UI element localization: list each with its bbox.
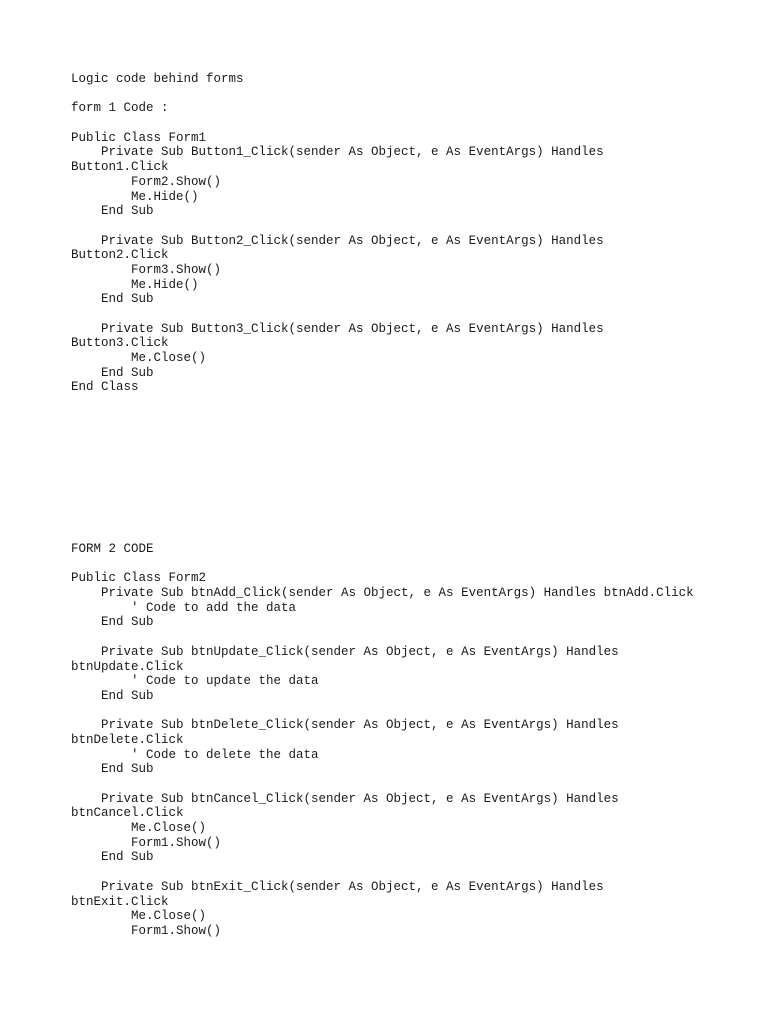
- code-line: ' Code to update the data: [71, 674, 319, 689]
- code-line: [71, 219, 751, 234]
- code-line: Button3.Click: [71, 336, 169, 351]
- code-line: End Sub: [71, 850, 154, 865]
- code-line: Private Sub btnUpdate_Click(sender As Object, e As EventArgs) Handles: [71, 644, 619, 659]
- code-line: Me.Close(): [71, 821, 207, 836]
- code-line: Private Sub btnCancel_Click(sender As Object, e As EventArgs) Handles: [71, 791, 619, 806]
- code-line: [71, 777, 751, 792]
- code-line: ' Code to delete the data: [71, 747, 319, 762]
- code-line: Private Sub Button2_Click(sender As Object, e As EventArgs) Handles: [71, 233, 604, 248]
- code-line: FORM 2 CODE: [71, 542, 154, 556]
- code-line: Button2.Click: [71, 248, 169, 263]
- code-line: Form3.Show(): [71, 262, 222, 277]
- code-line: ' Code to add the data: [71, 600, 297, 615]
- code-line: Private Sub btnDelete_Click(sender As Object, e As EventArgs) Handles: [71, 718, 619, 733]
- code-line: btnCancel.Click: [71, 806, 184, 821]
- code-line: form 1 Code :: [71, 101, 169, 116]
- code-line: End Sub: [71, 615, 154, 630]
- code-line: End Sub: [71, 688, 154, 703]
- code-line: Private Sub btnAdd_Click(sender As Object, e As EventArgs) Handles btnAdd.Click: [71, 586, 694, 601]
- code-line: Me.Close(): [71, 909, 207, 924]
- code-line: Button1.Click: [71, 160, 169, 175]
- code-line: Private Sub btnExit_Click(sender As Object, e As EventArgs) Handles: [71, 879, 604, 894]
- code-line: btnUpdate.Click: [71, 659, 184, 674]
- code-line: [71, 557, 751, 572]
- code-line: Form1.Show(): [71, 923, 222, 938]
- code-line: Logic code behind forms: [71, 72, 244, 86]
- code-line: End Class: [71, 380, 139, 395]
- code-line: Form2.Show(): [71, 174, 222, 189]
- form2-code-block: [71, 542, 751, 939]
- code-line: Private Sub Button1_Click(sender As Object, e As EventArgs) Handles: [71, 145, 604, 160]
- code-line: Me.Hide(): [71, 189, 199, 204]
- code-line: Public Class Form2: [71, 571, 207, 586]
- form1-code-block: [71, 72, 751, 395]
- code-line: [71, 307, 751, 322]
- code-line: [71, 865, 751, 880]
- code-line: [71, 630, 751, 645]
- code-line: btnDelete.Click: [71, 732, 184, 747]
- code-line: End Sub: [71, 292, 154, 307]
- code-line: [71, 87, 751, 102]
- form1-code-section: [71, 72, 751, 395]
- form2-code-section: [71, 542, 751, 939]
- code-line: [71, 116, 751, 131]
- code-line: End Sub: [71, 204, 154, 219]
- code-line: Me.Hide(): [71, 277, 199, 292]
- code-line: End Sub: [71, 762, 154, 777]
- code-line: [71, 704, 751, 719]
- code-line: Me.Close(): [71, 351, 207, 366]
- code-line: Private Sub Button3_Click(sender As Object, e As EventArgs) Handles: [71, 321, 604, 336]
- code-line: Public Class Form1: [71, 130, 207, 145]
- code-line: End Sub: [71, 365, 154, 380]
- code-line: btnExit.Click: [71, 894, 169, 909]
- code-line: Form1.Show(): [71, 835, 222, 850]
